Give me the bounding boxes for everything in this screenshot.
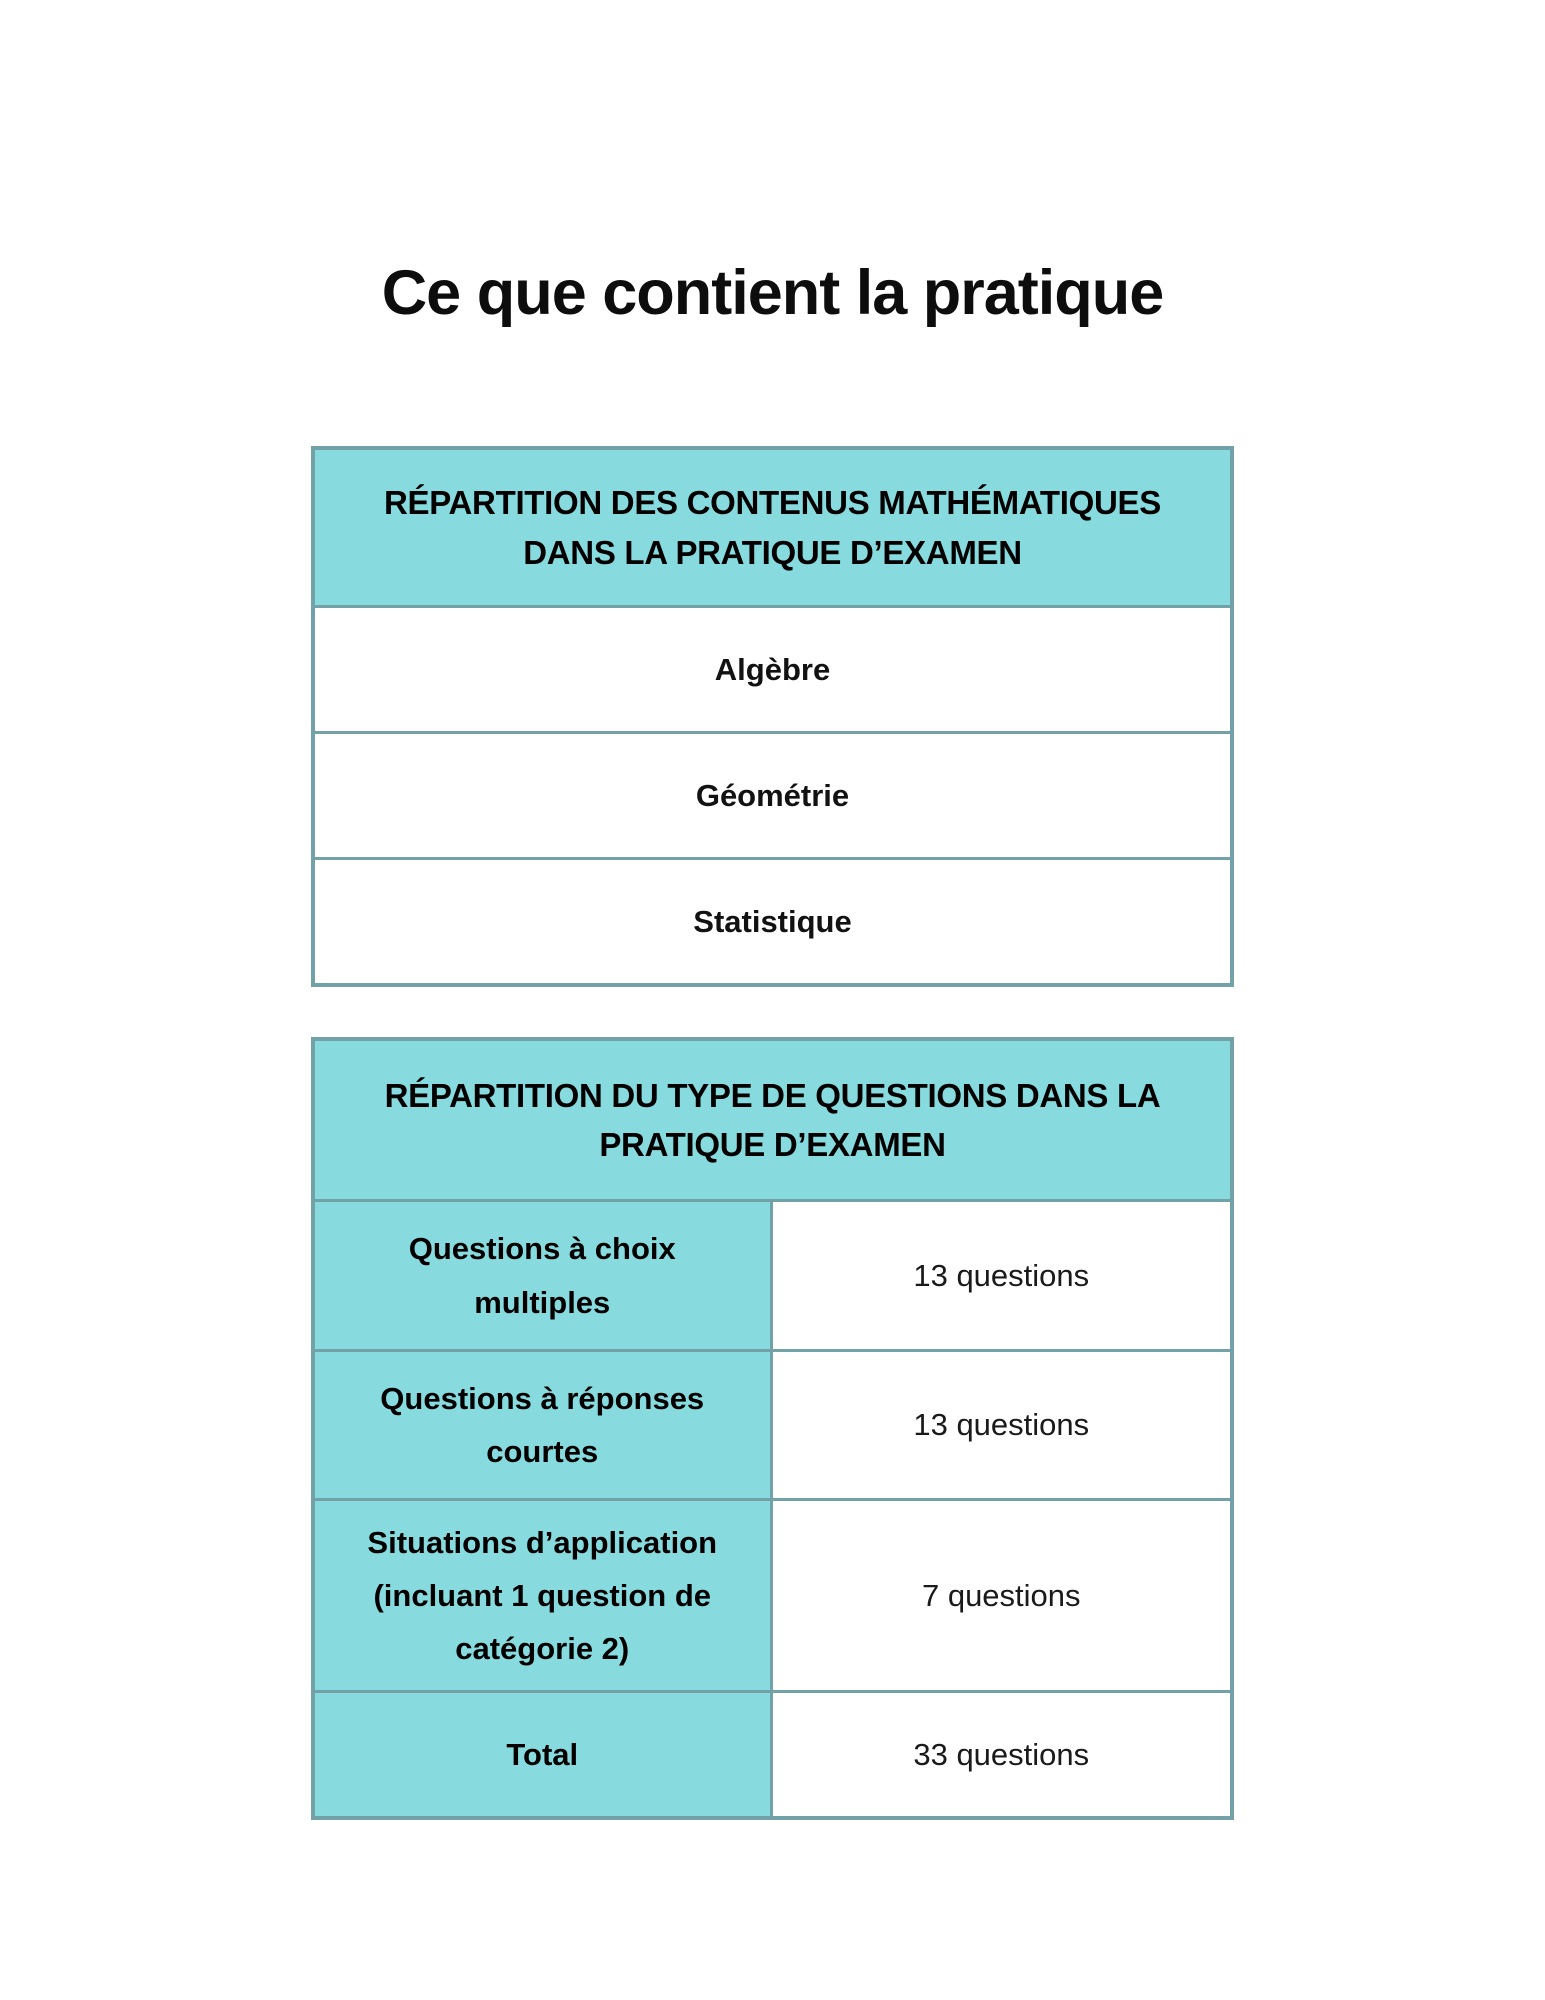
page-title: Ce que contient la pratique bbox=[381, 258, 1164, 328]
table-row-statistique: Statistique bbox=[315, 857, 1230, 983]
table-row-reponses-courtes bbox=[315, 1349, 1230, 1498]
table-row-total bbox=[315, 1690, 1230, 1816]
row-value-reponses-courtes: 13 questions bbox=[773, 1352, 1231, 1498]
table-row-algebre: Algèbre bbox=[315, 605, 1230, 731]
row-label-reponses-courtes: Questions à réponses courtes bbox=[315, 1352, 773, 1498]
row-label-choix-multiples: Questions à choix multiples bbox=[315, 1202, 773, 1349]
table-contenus-header bbox=[315, 450, 1230, 605]
row-value-situations-application: 7 questions bbox=[773, 1501, 1231, 1690]
row-value-choix-multiples: 13 questions bbox=[773, 1202, 1231, 1349]
table-questions-header bbox=[315, 1041, 1230, 1199]
table-row-situations-application bbox=[315, 1498, 1230, 1690]
row-label-situations-application: Situations d’application (incluant 1 question de catégorie 2) bbox=[315, 1501, 773, 1690]
table-row-geometrie: Géométrie bbox=[315, 731, 1230, 857]
table-questions-header-label: RÉPARTITION DU TYPE DE QUESTIONS DANS LA PRATIQUE D’EXAMEN bbox=[384, 1076, 1161, 1163]
table-contenus-mathematiques bbox=[311, 446, 1234, 987]
row-value-total: 33 questions bbox=[773, 1693, 1231, 1816]
table-type-questions bbox=[311, 1037, 1234, 1820]
table-row-choix-multiples bbox=[315, 1199, 1230, 1349]
row-label-total: Total bbox=[315, 1693, 773, 1816]
table-contenus-header-label: RÉPARTITION DES CONTENUS MATHÉMATIQUES DANS LA PRATIQUE D’EXAMEN bbox=[384, 484, 1161, 571]
